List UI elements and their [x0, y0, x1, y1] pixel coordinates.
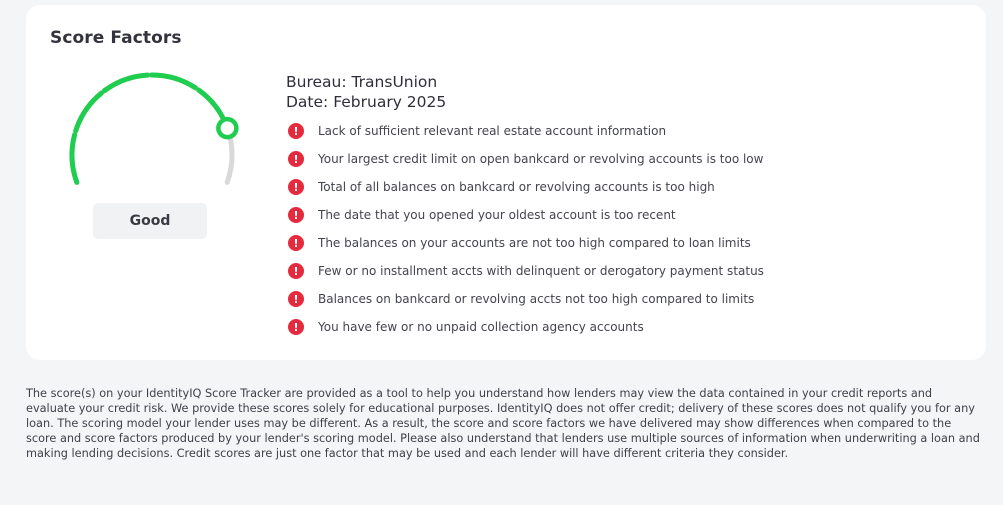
- factor-item: [288, 173, 764, 201]
- factor-text: Lack of sufficient relevant real estate account information: [318, 124, 667, 138]
- card-title: Score Factors: [50, 28, 182, 48]
- alert-icon: !: [288, 151, 304, 167]
- factor-text: Total of all balances on bankcard or revolving accounts is too high: [318, 180, 715, 194]
- alert-icon: !: [288, 235, 304, 251]
- report-date: Date: February 2025: [286, 93, 447, 111]
- factor-text: Your largest credit limit on open bankcard or revolving accounts is too low: [318, 152, 764, 166]
- factor-item: [288, 229, 764, 257]
- factor-text: Balances on bankcard or revolving accts not too high compared to limits: [318, 292, 755, 306]
- report-meta: [286, 72, 446, 112]
- alert-icon: !: [288, 263, 304, 279]
- factor-text: The balances on your accounts are not too high compared to loan limits: [318, 236, 751, 250]
- score-rating-badge: Good: [93, 203, 207, 239]
- gauge-track: [72, 75, 232, 182]
- gauge-segment: [72, 135, 77, 183]
- factor-text: The date that you opened your oldest account is too recent: [318, 208, 676, 222]
- factor-item: [288, 145, 764, 173]
- score-factors-card: [26, 5, 986, 360]
- alert-icon: !: [288, 123, 304, 139]
- factor-item: [288, 257, 764, 285]
- factor-text: Few or no installment accts with delinquent or derogatory payment status: [318, 264, 764, 278]
- factor-item: [288, 201, 764, 229]
- gauge-indicator-knob: [218, 119, 236, 137]
- alert-icon: !: [288, 291, 304, 307]
- bureau-label: Bureau: TransUnion: [286, 73, 438, 91]
- factor-text: You have few or no unpaid collection agency accounts: [318, 320, 644, 334]
- alert-icon: !: [288, 319, 304, 335]
- gauge-segments: [72, 75, 227, 182]
- alert-icon: !: [288, 207, 304, 223]
- factor-list: [288, 117, 764, 341]
- alert-icon: !: [288, 179, 304, 195]
- gauge-segment: [152, 75, 196, 88]
- disclaimer-text: The score(s) on your IdentityIQ Score Tracker are provided as a tool to help you understand how lenders may view the data contained in your credit reports and evaluate your credit risk. We provide these scores solely for educational purposes. IdentityIQ does not offer credit; delivery of these scores does not qualify you for any loan. The scoring model your lender uses may be different. As a result, the score and score factors we have delivered may show differences when compared to the score and score factors produced by your lender's scoring model. Please also understand that lenders use multiple sources of information when underwriting a loan and making lending decisions. Credit scores are just one factor that may be used and each lender will have different criteria they consider.: [26, 387, 980, 460]
- factor-item: [288, 313, 764, 341]
- factor-item: [288, 117, 764, 145]
- factor-item: [288, 285, 764, 313]
- gauge-segment: [76, 93, 102, 131]
- gauge-segment: [105, 75, 148, 90]
